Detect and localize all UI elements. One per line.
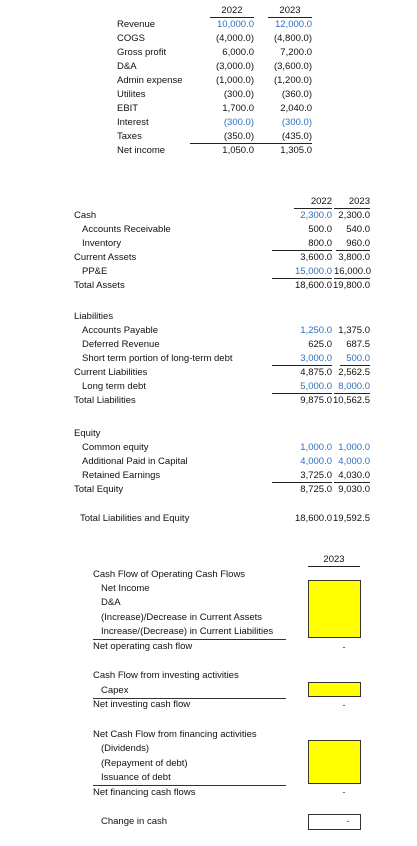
bs-cell[interactable]: 1,000.0 (338, 442, 370, 453)
is-label-gross-profit: Gross profit (117, 47, 167, 58)
is-label-utilites: Utilites (117, 89, 146, 100)
cf-change-in-cash-value[interactable]: - (346, 816, 350, 827)
bs-label-apic: Additional Paid in Capital (82, 456, 188, 467)
bs-cell[interactable]: 19,800.0 (333, 280, 370, 291)
cf-item-capex: Capex (101, 685, 129, 696)
bs-cell[interactable]: 1,250.0 (300, 325, 332, 336)
bs-cell[interactable]: 18,600.0 (295, 280, 332, 291)
cf-item-dividends: (Dividends) (101, 743, 150, 754)
cf-item-issuance-of-debt: Issuance of debt (101, 772, 171, 783)
cf-change-in-cash-cell[interactable] (308, 814, 361, 830)
is-cell[interactable]: (1,200.0) (273, 75, 312, 86)
bs-cell[interactable]: 8,000.0 (334, 381, 370, 394)
bs-cell[interactable]: 625.0 (308, 339, 332, 350)
bs-header-2023: 2023 (334, 196, 370, 209)
cf-item-current-liabilities: Increase/(Decrease) in Current Liabilities (101, 626, 274, 637)
cf-financing-total-value[interactable]: - (342, 787, 346, 798)
bs-cell[interactable]: 18,600.0 (295, 513, 332, 524)
bs-cell[interactable]: 1,375.0 (338, 325, 370, 336)
bs-label-deferred-revenue: Deferred Revenue (82, 339, 160, 350)
bs-label-cash: Cash (74, 210, 97, 221)
is-cell[interactable]: (4,800.0) (273, 33, 312, 44)
cf-item-da: D&A (101, 597, 121, 608)
is-label-cogs: COGS (117, 33, 145, 44)
bs-label-current-liabilities: Current Liabilities (74, 367, 148, 378)
bs-label-total-le: Total Liabilities and Equity (80, 513, 190, 524)
is-header-2022: 2022 (210, 5, 254, 18)
bs-cell[interactable]: 500.0 (308, 224, 332, 235)
is-label-taxes: Taxes (117, 131, 142, 142)
bs-cell[interactable]: 2,300.0 (300, 210, 332, 221)
cf-investing-total: Net investing cash flow (93, 699, 191, 710)
cf-header-2023: 2023 (308, 554, 360, 567)
bs-cell[interactable]: 4,875.0 (300, 367, 332, 378)
cf-operating-underline (93, 639, 286, 640)
bs-label-total-equity: Total Equity (74, 484, 124, 495)
is-cell[interactable]: 1,305.0 (280, 145, 312, 156)
is-label-interest: Interest (117, 117, 149, 128)
bs-cell[interactable]: 4,000.0 (338, 456, 370, 467)
cf-operating-input-cells[interactable] (308, 580, 361, 638)
bs-cell[interactable]: 4,030.0 (334, 470, 370, 483)
bs-label-retained-earnings: Retained Earnings (82, 470, 161, 481)
bs-cell[interactable]: 4,000.0 (300, 456, 332, 467)
is-cell[interactable]: (300.0) (223, 117, 254, 128)
bs-label-total-liabilities: Total Liabilities (74, 395, 136, 406)
cf-item-repayment-of-debt: (Repayment of debt) (101, 758, 188, 769)
bs-cell[interactable]: 8,725.0 (300, 484, 332, 495)
is-cell[interactable]: (4,000.0) (215, 33, 254, 44)
is-cell[interactable]: 6,000.0 (222, 47, 254, 58)
is-cell[interactable]: (435.0) (250, 131, 312, 144)
bs-label-common-equity: Common equity (82, 442, 149, 453)
is-cell[interactable]: (300.0) (281, 117, 312, 128)
cf-operating-title: Cash Flow of Operating Cash Flows (93, 569, 246, 580)
bs-cell[interactable]: 2,300.0 (338, 210, 370, 221)
cf-operating-total-value[interactable]: - (342, 642, 346, 653)
bs-cell[interactable]: 3,600.0 (300, 252, 332, 263)
cf-investing-total-value[interactable]: - (342, 700, 346, 711)
bs-label-current-assets: Current Assets (74, 252, 137, 263)
is-cell[interactable]: (3,000.0) (215, 61, 254, 72)
is-cell[interactable]: (300.0) (223, 89, 254, 100)
cf-financing-title: Net Cash Flow from financing activities (93, 729, 257, 740)
cf-item-current-assets: (Increase)/Decrease in Current Assets (101, 612, 263, 623)
bs-label-short-term-debt: Short term portion of long-term debt (82, 353, 233, 364)
is-cell[interactable]: (360.0) (281, 89, 312, 100)
bs-cell[interactable]: 960.0 (336, 238, 370, 251)
is-cell[interactable]: (1,000.0) (215, 75, 254, 86)
is-label-da: D&A (117, 61, 137, 72)
bs-cell[interactable]: 16,000.0 (334, 266, 371, 277)
bs-label-long-term-debt: Long term debt (82, 381, 146, 392)
is-label-revenue: Revenue (117, 19, 156, 30)
bs-cell[interactable]: 2,562.5 (338, 367, 370, 378)
bs-cell[interactable]: 3,800.0 (338, 252, 370, 263)
cf-investing-input-cell[interactable] (308, 682, 361, 697)
bs-cell[interactable]: 540.0 (346, 224, 370, 235)
bs-cell[interactable]: 19,592.5 (333, 513, 370, 524)
bs-label-total-assets: Total Assets (74, 280, 125, 291)
is-header-2023: 2023 (268, 5, 312, 18)
bs-cell[interactable]: 1,000.0 (300, 442, 332, 453)
bs-label-accounts-receivable: Accounts Receivable (82, 224, 171, 235)
cf-financing-underline (93, 785, 286, 786)
bs-cell[interactable]: 9,030.0 (338, 484, 370, 495)
is-cell[interactable]: 10,000.0 (217, 19, 254, 30)
cf-change-in-cash-label: Change in cash (101, 816, 168, 827)
is-label-ebit: EBIT (117, 103, 139, 114)
is-label-admin-expense: Admin expense (117, 75, 183, 86)
bs-cell[interactable]: 10,562.5 (333, 395, 370, 406)
bs-cell[interactable]: 3,725.0 (272, 470, 332, 483)
is-cell[interactable]: (3,600.0) (273, 61, 312, 72)
bs-liabilities-title: Liabilities (74, 311, 114, 322)
bs-cell[interactable]: 500.0 (340, 353, 370, 366)
bs-label-accounts-payable: Accounts Payable (82, 325, 159, 336)
bs-cell[interactable]: 800.0 (272, 238, 332, 251)
cf-financing-input-cells[interactable] (308, 740, 361, 784)
cf-operating-total: Net operating cash flow (93, 641, 193, 652)
is-cell[interactable]: 2,040.0 (280, 103, 312, 114)
is-cell[interactable]: 1,050.0 (222, 145, 254, 156)
bs-cell[interactable]: 5,000.0 (272, 381, 332, 394)
bs-label-inventory: Inventory (82, 238, 122, 249)
bs-equity-title: Equity (74, 428, 101, 439)
bs-cell[interactable]: 687.5 (346, 339, 370, 350)
is-cell[interactable]: 1,700.0 (222, 103, 254, 114)
bs-label-ppe: PP&E (82, 266, 108, 277)
bs-cell[interactable]: 15,000.0 (272, 266, 332, 279)
cf-investing-title: Cash Flow from investing activities (93, 670, 239, 681)
bs-cell[interactable]: 3,000.0 (272, 353, 332, 366)
cf-item-net-income: Net Income (101, 583, 150, 594)
is-cell[interactable]: 7,200.0 (280, 47, 312, 58)
bs-cell[interactable]: 9,875.0 (300, 395, 332, 406)
is-label-net-income: Net income (117, 145, 166, 156)
cf-financing-total: Net financing cash flows (93, 787, 196, 798)
bs-header-2022: 2022 (294, 196, 332, 209)
is-cell[interactable]: 12,000.0 (275, 19, 312, 30)
is-cell[interactable]: (350.0) (190, 131, 254, 144)
